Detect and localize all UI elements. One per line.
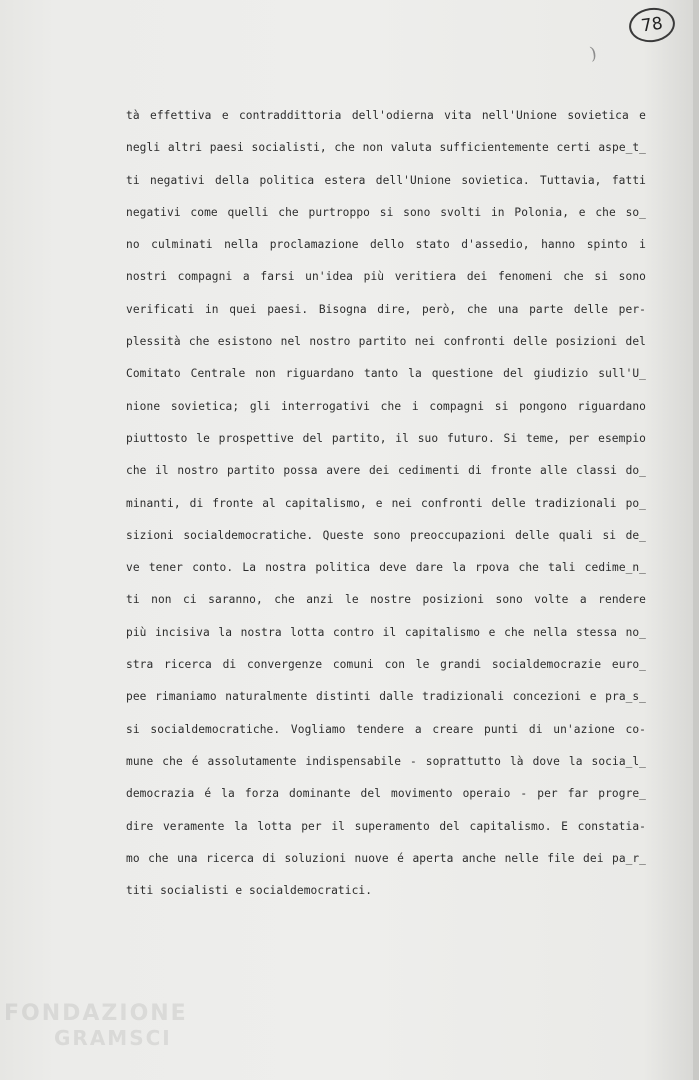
page-number-stamp: 78 — [627, 5, 677, 45]
text-line: democrazia é la forza dominante del movimento operaio - per far progre̲ — [126, 787, 646, 801]
text-line: pee rimaniamo naturalmente distinti dalle tradizionali concezioni e pra̲s̲ — [126, 690, 646, 704]
text-line: sizioni socialdemocratiche. Queste sono preoccupazioni delle quali si de̲ — [126, 528, 646, 542]
text-line: nostri compagni a farsi un'idea più veritiera dei fenomeni che si sono — [126, 270, 646, 284]
text-line: minanti, di fronte al capitalismo, e nei confronti delle tradizionali po̲ — [126, 496, 646, 510]
text-line: Comitato Centrale non riguardano tanto la questione del giudizio sull'U̲ — [126, 367, 646, 381]
text-line: si socialdemocratiche. Vogliamo tendere a creare punti di un'azione co- — [126, 722, 646, 736]
text-line: più incisiva la nostra lotta contro il capitalismo e che nella stessa no̲ — [126, 625, 646, 639]
page-edge — [693, 0, 699, 1080]
pencil-mark: ) — [588, 43, 599, 65]
text-line: titi socialisti e socialdemocratici. — [126, 884, 373, 898]
text-line: che il nostro partito possa avere dei cedimenti di fronte alle classi do̲ — [126, 464, 646, 478]
watermark-line: FONDAZIONE — [4, 1001, 188, 1026]
text-line: negli altri paesi socialisti, che non valuta sufficientemente certi aspe̲t̲ — [126, 141, 646, 155]
text-line: verificati in quei paesi. Bisogna dire, però, che una parte delle per- — [126, 302, 646, 316]
text-line: negativi come quelli che purtroppo si sono svolti in Polonia, e che so̲ — [126, 205, 646, 219]
watermark-line: GRAMSCI — [54, 1026, 172, 1050]
text-line: nione sovietica; gli interrogativi che i compagni si pongono riguardano — [126, 399, 646, 413]
text-line: mo che una ricerca di soluzioni nuove é aperta anche nelle file dei pa̲r̲ — [126, 851, 646, 865]
text-line: stra ricerca di convergenze comuni con le grandi socialdemocrazie euro̲ — [126, 658, 646, 672]
text-line: tà effettiva e contraddittoria dell'odierna vita nell'Unione sovietica e — [126, 109, 646, 122]
text-line: ve tener conto. La nostra politica deve dare la rpova che tali cedime̲n̲ — [126, 561, 646, 575]
text-line: ti negativi della politica estera dell'Unione sovietica. Tuttavia, fatti — [126, 173, 646, 187]
text-line: ti non ci saranno, che anzi le nostre posizioni sono volte a rendere — [126, 593, 646, 607]
typewritten-text — [126, 104, 646, 911]
text-line: dire veramente la lotta per il superamento del capitalismo. E constatia- — [126, 819, 646, 833]
text-line: plessità che esistono nel nostro partito nei confronti delle posizioni del — [126, 335, 646, 349]
text-line: piuttosto le prospettive del partito, il suo futuro. Si teme, per esempio — [126, 431, 646, 445]
text-line: no culminati nella proclamazione dello stato d'assedio, hanno spinto i — [126, 238, 646, 252]
archive-watermark — [4, 1002, 188, 1050]
text-line: mune che é assolutamente indispensabile - soprattutto là dove la socia̲l̲ — [126, 754, 646, 768]
